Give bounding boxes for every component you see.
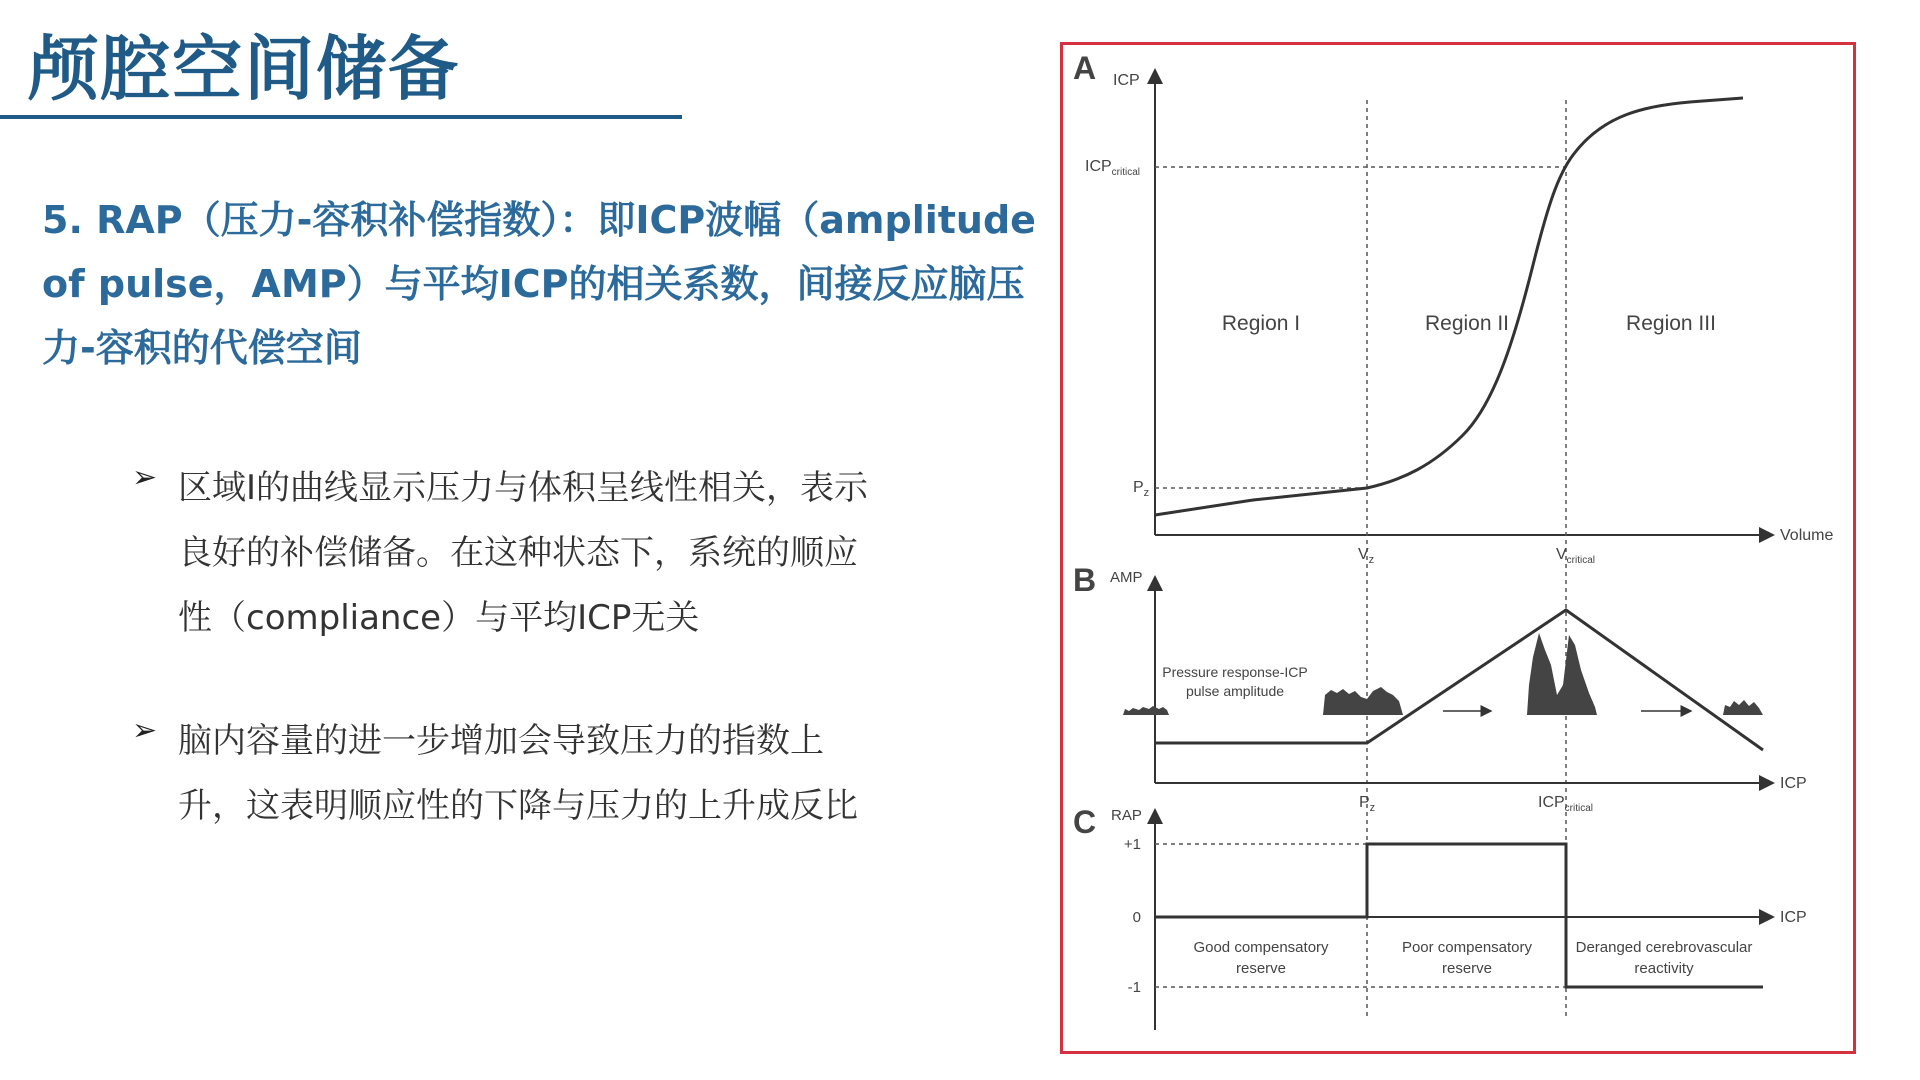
zone-2-label-2: reserve — [1441, 960, 1493, 977]
bullet-list — [132, 456, 872, 897]
panel-a-y-label: ICP — [1113, 72, 1140, 89]
large-pulse-waveform — [1527, 633, 1597, 715]
bullet-text: 区域I的曲线显示压力与体积呈线性相关，表示良好的补偿储备。在这种状态下，系统的顺应性（compliance）与平均ICP无关 — [178, 468, 869, 638]
panel-b-letter: B — [1073, 562, 1097, 598]
pressure-response-note: Pressure response-ICP — [1162, 664, 1308, 680]
tick-zero: 0 — [1132, 909, 1141, 926]
tick-minus-one: -1 — [1127, 979, 1141, 996]
zone-3-label: Deranged cerebrovascular — [1575, 939, 1753, 956]
rap-figure — [1060, 42, 1856, 1054]
bullet-text: 脑内容量的进一步增加会导致压力的指数上升，这表明顺应性的下降与压力的上升成反比 — [178, 721, 858, 826]
zone-1-label: Good compensatory — [1193, 939, 1329, 956]
title-underline — [0, 115, 682, 119]
vz-label: $V_z$ — [1358, 546, 1375, 566]
medium-pulse-waveform — [1323, 687, 1403, 715]
amp-triangle-line — [1155, 610, 1763, 750]
arrow-bullet-icon: ➢ — [132, 460, 158, 495]
panel-c-y-label: RAP — [1111, 807, 1142, 824]
panel-b-pz-label: $P_z$ — [1359, 794, 1376, 814]
panel-b-y-label: AMP — [1110, 569, 1143, 586]
pressure-volume-curve — [1155, 98, 1743, 515]
vcritical-label: $V_{critical}$ — [1556, 546, 1596, 566]
rap-figure-svg — [1063, 45, 1859, 1057]
panel-b-x-label: ICP — [1780, 775, 1807, 792]
slide-title: 颅腔空间储备 — [28, 28, 460, 110]
panel-c-x-label: ICP — [1780, 909, 1807, 926]
zone-2-label: Poor compensatory — [1401, 939, 1533, 956]
panel-b-icp-critical-label: $ICP_{critical}$ — [1538, 794, 1594, 814]
pz-label: $P_z$ — [1133, 479, 1150, 499]
region-2-label: Region II — [1424, 312, 1510, 335]
zone-1-label-2: reserve — [1235, 960, 1287, 977]
icp-critical-label: $ICP_{critical}$ — [1085, 158, 1141, 178]
small-pulse-waveform — [1123, 706, 1169, 715]
damped-pulse-waveform — [1723, 700, 1763, 715]
pressure-response-note-2: pulse amplitude — [1185, 683, 1285, 699]
bullet-item — [132, 456, 872, 651]
headline-text: 5. RAP（压力-容积补偿指数）：即ICP波幅（amplitude of pulse，AMP）与平均ICP的相关系数，间接反应脑压力-容积的代偿空间 — [42, 198, 1036, 370]
bullet-item — [132, 709, 872, 839]
arrow-bullet-icon: ➢ — [132, 713, 158, 748]
tick-plus-one: +1 — [1123, 836, 1141, 853]
region-3-label: Region III — [1626, 312, 1716, 335]
panel-a-x-label: Volume — [1780, 527, 1834, 544]
panel-c-letter: C — [1073, 804, 1097, 840]
region-1-label: Region I — [1221, 312, 1301, 335]
panel-a-letter: A — [1073, 50, 1097, 86]
zone-3-label-2: reactivity — [1634, 960, 1694, 977]
